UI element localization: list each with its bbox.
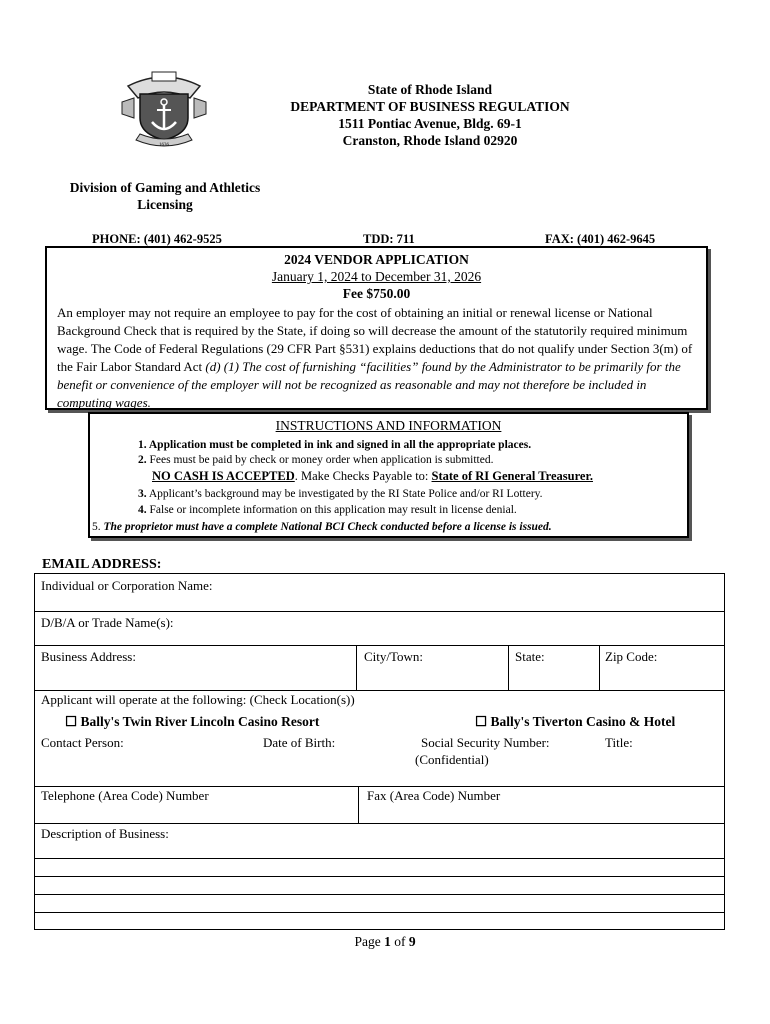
page-number: Page 1 of 9 — [354, 934, 416, 949]
form-divider — [358, 786, 359, 823]
vendor-application-box — [45, 246, 708, 410]
wage-notice — [57, 304, 702, 412]
application-title: 2024 VENDOR APPLICATION — [284, 252, 469, 267]
instruction-3: 3. Applicant’s background may be investigated by the RI State Police and/or RI Lottery. — [138, 488, 543, 500]
email-address-label: EMAIL ADDRESS: — [42, 557, 162, 572]
instructions-title: INSTRUCTIONS AND INFORMATION — [275, 418, 502, 433]
form-rule — [35, 611, 724, 612]
form-rule — [35, 912, 724, 913]
city-town-field[interactable]: City/Town: — [364, 649, 424, 664]
date-of-birth-field[interactable]: Date of Birth: — [263, 735, 336, 750]
form-rule — [35, 876, 724, 877]
checkbox-icon[interactable]: ☐ — [475, 714, 488, 729]
dba-name-field[interactable]: D/B/A or Trade Name(s): — [41, 615, 174, 630]
zip-code-field[interactable]: Zip Code: — [605, 649, 658, 664]
form-rule — [35, 894, 724, 895]
title-field[interactable]: Title: — [605, 735, 633, 750]
business-description-field[interactable]: Description of Business: — [41, 826, 169, 841]
instruction-1: 1. Application must be completed in ink and signed in all the appropriate places. — [138, 439, 532, 451]
contact-person-field[interactable]: Contact Person: — [41, 735, 124, 750]
fax-field[interactable]: Fax (Area Code) Number — [367, 788, 501, 803]
wage-notice-italic: (d) (1) The cost of furnishing “facilities” found by the Administrator to be primarily for the benefit or convenience of the employer will not be recognized as reasonable and may not therefore be included in computing wages. — [57, 359, 681, 410]
state-field[interactable]: State: — [515, 649, 545, 664]
tdd-number: TDD: 711 — [363, 232, 415, 246]
division-line1: Division of Gaming and Athletics — [69, 180, 261, 195]
instructions-box — [88, 412, 689, 538]
form-rule — [35, 858, 724, 859]
payee-name: State of RI General Treasurer. — [431, 469, 593, 483]
form-divider — [356, 645, 357, 690]
ssn-field[interactable]: Social Security Number: — [421, 735, 550, 750]
instruction-5: 5. The proprietor must have a complete National BCI Check conducted before a license is issued. — [92, 521, 552, 533]
telephone-field[interactable]: Telephone (Area Code) Number — [41, 788, 209, 803]
business-address-field[interactable]: Business Address: — [41, 649, 136, 664]
checkbox-icon[interactable]: ☐ — [65, 714, 78, 729]
application-form — [34, 573, 725, 930]
location-tiverton-label: Bally's Tiverton Casino & Hotel — [490, 714, 676, 729]
svg-text:1636: 1636 — [159, 143, 169, 148]
form-divider — [508, 645, 509, 690]
location-lincoln-option[interactable] — [65, 713, 319, 730]
no-cash-notice: NO CASH IS ACCEPTED — [152, 469, 295, 483]
instruction-payment: NO CASH IS ACCEPTED. Make Checks Payable to: State of RI General Treasurer. — [152, 469, 593, 483]
division-title — [55, 179, 275, 213]
application-fee: Fee $750.00 — [342, 286, 411, 301]
division-line2: Licensing — [137, 197, 193, 212]
form-divider — [599, 645, 600, 690]
anchor-seal-icon — [118, 68, 210, 150]
individual-name-field[interactable]: Individual or Corporation Name: — [41, 578, 213, 593]
fax-number: FAX: (401) 462-9645 — [545, 232, 656, 246]
header-address2: Cranston, Rhode Island 02920 — [342, 133, 518, 148]
wage-notice-plain: An employer may not require an employee to pay for the cost of obtaining an initial or renewal license or National Background Check that is required by the State, if doing so will decrease the amount of the statutorily required minimum wage. The Code of Federal Regulations (29 CFR Part §531) explains deductions that do not qualify under Section 3(m) of the Fair Labor Standard Act — [57, 305, 693, 374]
header-state: State of Rhode Island — [367, 82, 493, 97]
phone-number: PHONE: (401) 462-9525 — [92, 232, 222, 246]
form-rule — [35, 645, 724, 646]
location-lincoln-label: Bally's Twin River Lincoln Casino Resort — [80, 714, 320, 729]
state-seal — [118, 68, 210, 150]
instruction-4: 4. False or incomplete information on this application may result in license denial. — [138, 504, 517, 516]
application-period: January 1, 2024 to December 31, 2026 — [271, 269, 482, 284]
ssn-confidential-note: (Confidential) — [415, 752, 489, 767]
location-tiverton-option[interactable] — [475, 713, 675, 730]
instruction-2: 2. Fees must be paid by check or money order when application is submitted. — [138, 454, 494, 466]
header-address1: 1511 Pontiac Avenue, Bldg. 69-1 — [338, 116, 522, 131]
form-rule — [35, 823, 724, 824]
locations-label: Applicant will operate at the following: (Check Location(s)) — [41, 692, 355, 707]
header-department: DEPARTMENT OF BUSINESS REGULATION — [290, 99, 570, 114]
